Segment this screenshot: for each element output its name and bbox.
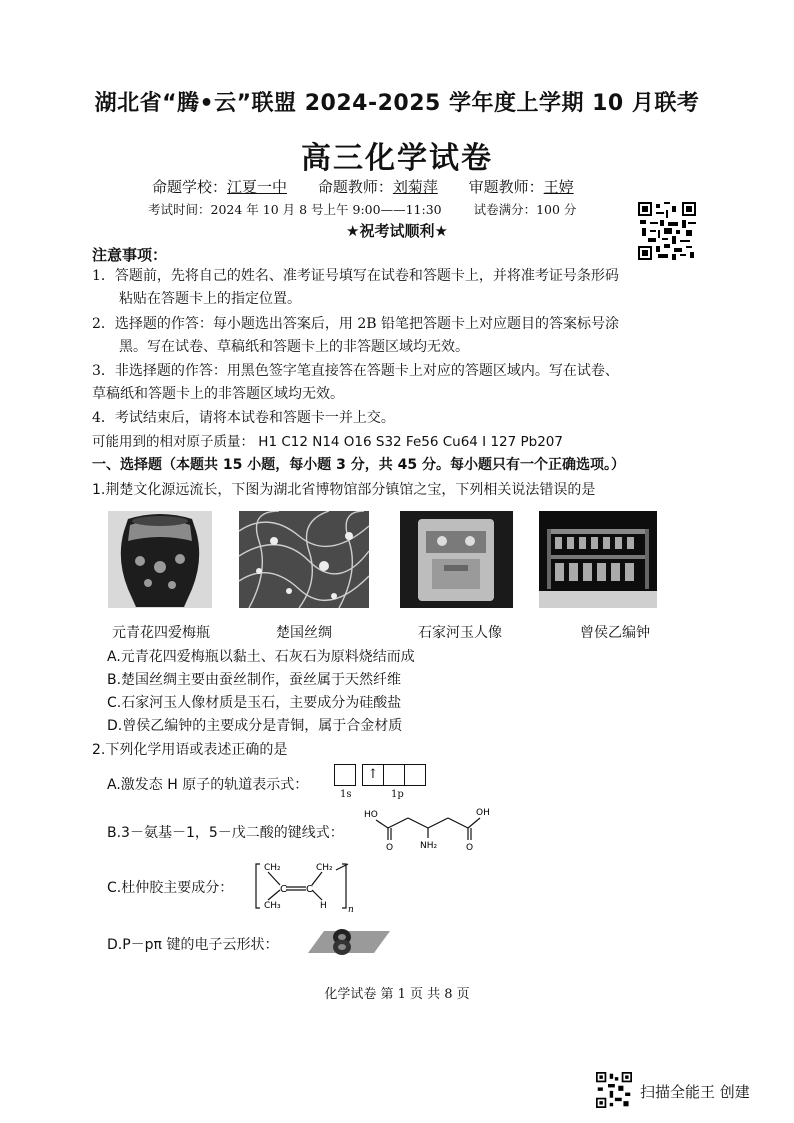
exam-authors (152, 176, 600, 197)
caption-jade: 石家河玉人像 (418, 625, 502, 641)
q1-option-d: D.曾侯乙编钟的主要成分是青铜，属于合金材质 (107, 718, 403, 734)
question-2-stem: 2.下列化学用语或表述正确的是 (92, 742, 288, 758)
orbital-1s-box (334, 764, 356, 786)
skeletal-formula-diagram (364, 804, 504, 854)
polymer-ch3: CH₃ (264, 901, 281, 911)
polymer-n: n (348, 905, 354, 914)
orbital-1p-box: ↑ (362, 764, 384, 786)
school-name: 江夏一中 (227, 178, 288, 196)
exam-title: 湖北省“腾•云”联盟 2024-2025 学年度上学期 10 月联考 (94, 91, 700, 116)
q2-option-c: C.杜仲胶主要成分： (107, 880, 234, 896)
polymer-structure-diagram (254, 858, 354, 914)
section-heading: 一、选择题（本题共 15 小题，每小题 3 分，共 45 分。每小题只有一个正确选项。） (92, 457, 625, 473)
reviewer-name: 王婷 (543, 178, 574, 196)
q1-option-b: B.楚国丝绸主要由蚕丝制作，蚕丝属于天然纤维 (107, 672, 402, 688)
q2-option-a: A.激发态 H 原子的轨道表示式： (107, 777, 309, 793)
orbital-1p-label: 1p (391, 789, 404, 800)
artifact-image-bells (539, 511, 657, 608)
exam-time: 考试时间：2024 年 10 月 8 号上午 9:00——11:30 (148, 202, 442, 217)
note-line: 粘贴在答题卡上的指定位置。 (119, 291, 301, 307)
formula-o: O (466, 843, 474, 853)
artifact-image-silk (239, 511, 369, 608)
note-line: 黑。写在试卷、草稿纸和答题卡上的非答题区域均无效。 (119, 339, 469, 355)
artifact-image-vase (108, 511, 212, 608)
page-footer: 化学试卷 第 1 页 共 8 页 (324, 987, 470, 1002)
caption-vase: 元青花四爱梅瓶 (112, 625, 210, 641)
exam-subtitle: 高三化学试卷 (301, 141, 493, 176)
q2-option-d: D.P－pπ 键的电子云形状： (107, 937, 279, 953)
caption-silk: 楚国丝绸 (276, 625, 332, 641)
orbital-1p-box (384, 764, 405, 786)
teacher-name: 刘菊萍 (392, 178, 438, 196)
teacher-label: 命题教师： (317, 178, 393, 196)
formula-oh: OH (476, 808, 490, 818)
formula-nh2: NH₂ (420, 841, 438, 851)
polymer-c: C (280, 884, 287, 895)
qr-code-icon (638, 202, 696, 260)
atomic-masses: 可能用到的相对原子质量： H1 C12 N14 O16 S32 Fe56 Cu64 I 127 Pb207 (92, 434, 563, 450)
orbital-diagram (334, 764, 426, 786)
reviewer-label: 审题教师： (468, 178, 544, 196)
artifact-image-jade (400, 511, 513, 608)
polymer-c: C (306, 884, 313, 895)
formula-o: O (386, 843, 394, 853)
school-label: 命题学校： (152, 178, 228, 196)
orbital-1p-box (405, 764, 426, 786)
scanner-watermark: 扫描全能王 创建 (640, 1083, 750, 1101)
formula-ho: HO (364, 810, 378, 820)
note-line: 4．考试结束后，请将本试卷和答题卡一并上交。 (92, 410, 395, 426)
note-line: 2．选择题的作答：每小题选出答案后，用 2B 铅笔把答题卡上对应题目的答案标号涂 (92, 316, 620, 332)
scanner-qr-icon (596, 1072, 632, 1108)
caption-bells: 曾侯乙编钟 (580, 625, 650, 641)
q1-option-c: C.石家河玉人像材质是玉石，主要成分为硅酸盐 (107, 695, 402, 711)
q1-option-a: A.元青花四爱梅瓶以黏土、石灰石为原料烧结而成 (107, 649, 415, 665)
note-line: 1．答题前，先将自己的姓名、准考证号填写在试卷和答题卡上，并将准考证号条形码 (92, 268, 619, 284)
polymer-h: H (320, 901, 327, 911)
orbital-1s-label: 1s (340, 789, 352, 800)
notes-heading: 注意事项： (92, 246, 168, 264)
note-line: 3．非选择题的作答：用黑色签字笔直接答在答题卡上对应的答题区域内。写在试卷、 (92, 363, 619, 379)
pi-bond-cloud-icon (298, 927, 390, 957)
exam-score: 试卷满分：100 分 (473, 202, 577, 217)
question-1-stem: 1.荆楚文化源远流长，下图为湖北省博物馆部分镇馆之宝，下列相关说法错误的是 (92, 482, 596, 498)
q2-option-b: B.3－氨基－1，5－戊二酸的键线式： (107, 825, 344, 841)
polymer-ch2: CH₂ (316, 863, 333, 873)
exam-time-row (148, 200, 576, 218)
note-line: 草稿纸和答题卡上的非答题区域均无效。 (92, 386, 344, 402)
polymer-ch2: CH₂ (264, 863, 281, 873)
good-luck-banner: ★祝考试顺利★ (346, 222, 448, 240)
